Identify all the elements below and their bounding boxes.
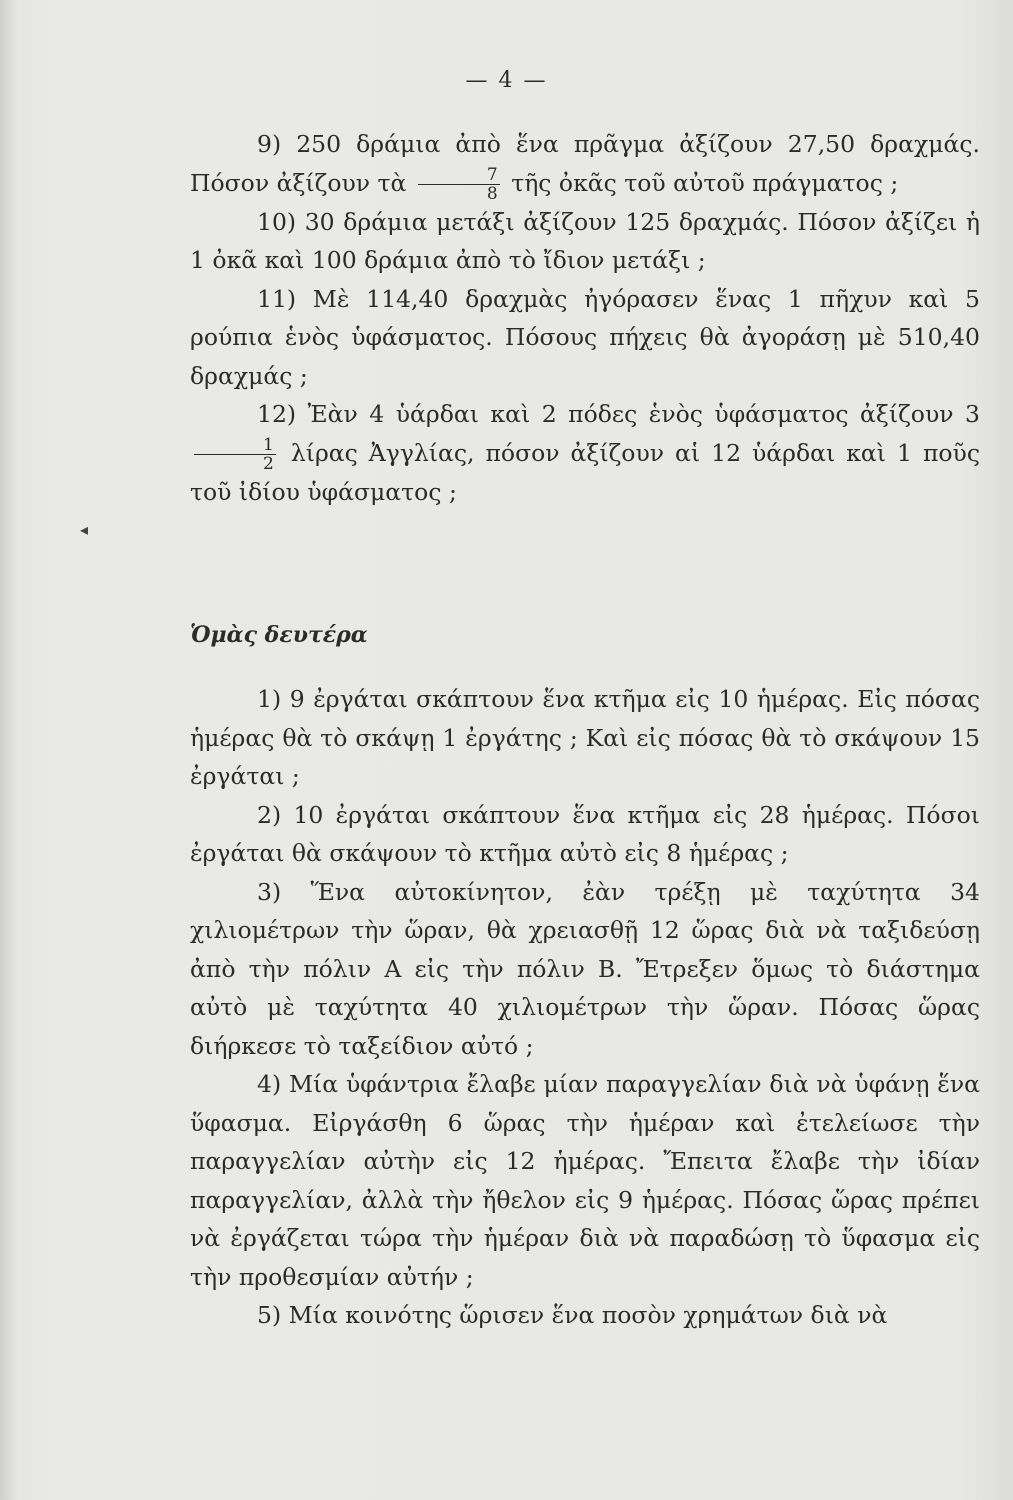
problem-group-two: [190, 680, 980, 1335]
problem-9: [190, 125, 980, 203]
problem-text: Ἕνα αὐτοκίνητον, ἐὰν τρέξῃ μὲ ταχύτητα 34 χιλιομέτρων τὴν ὥραν, θὰ χρειασθῇ 12 ὥρας διὰ νὰ ταξιδεύσῃ ἀπὸ τὴν πόλιν Α εἰς τὴν πόλιν Β. Ἔτρεξεν ὅμως τὸ διάστημα αὐτὸ μὲ ταχύτητα 40 χιλιομέτρων τὴν ὥραν. Πόσας ὥρας διήρκεσε τὸ ταξείδιον αὐτό ;: [190, 877, 980, 1060]
fraction-denominator: 8: [486, 183, 498, 204]
problem-12: [190, 395, 980, 511]
problem-10: [190, 203, 980, 280]
problem-text-end: λίρας Ἀγγλίας, πόσον ἀξίζουν αἱ 12 ὑάρδαι καὶ 1 ποῦς τοῦ ἰδίου ὑφάσματος ;: [190, 438, 980, 506]
problem-3: [190, 873, 980, 1066]
problem-label: 1): [257, 685, 282, 713]
problem-4: [190, 1065, 980, 1296]
problem-label: 3): [257, 877, 282, 906]
problem-label: 4): [257, 1070, 282, 1098]
problem-group-one: [190, 125, 980, 511]
fraction: [418, 166, 500, 203]
problem-2: [190, 796, 980, 873]
fraction: [194, 436, 276, 473]
page-number: — 4 —: [465, 68, 548, 93]
problem-1: [190, 680, 980, 796]
problem-text: 9 ἐργάται σκάπτουν ἕνα κτῆμα εἰς 10 ἡμέρας. Εἰς πόσας ἡμέρας θὰ τὸ σκάψῃ 1 ἐργάτης ; Καὶ εἰς πόσας θὰ τὸ σκάψουν 15 ἐργάται ;: [190, 685, 980, 790]
problem-5: [190, 1296, 980, 1335]
fraction-denominator: 2: [263, 453, 274, 474]
margin-mark: ◂: [80, 520, 89, 539]
problem-text: Μία κοινότης ὥρισεν ἕνα ποσὸν χρημάτων διὰ νὰ: [288, 1301, 888, 1329]
problem-label: 2): [257, 800, 282, 829]
problem-label: 11): [257, 284, 297, 313]
problem-text: 30 δράμια μετάξι ἀξίζουν 125 δραχμάς. Πόσον ἀξίζει ἡ 1 ὀκᾶ καὶ 100 δράμια ἀπὸ τὸ ἴδιον μετάξι ;: [190, 207, 980, 274]
problem-text-start: 250 δράμια ἀπὸ ἕνα πρᾶγμα ἀξίζουν 27,50 δραχμάς. Πόσον ἀξίζουν τὰ: [190, 130, 980, 197]
problem-label: 9): [257, 130, 282, 158]
problem-text-end: τῆς ὀκᾶς τοῦ αὐτοῦ πράγματος ;: [511, 168, 899, 197]
problem-text: Μία ὑφάντρια ἔλαβε μίαν παραγγελίαν διὰ νὰ ὑφάνῃ ἕνα ὕφασμα. Εἰργάσθη 6 ὥρας τὴν ἡμέραν καὶ ἐτελείωσε τὴν παραγγελίαν αὐτὴν εἰς 12 ἡμέρας. Ἔπειτα ἔλαβε τὴν ἰδίαν παραγγελίαν, ἀλλὰ τὴν ἤθελον εἰς 9 ἡμέρας. Πόσας ὥρας πρέπει νὰ ἐργάζεται τώρα τὴν ἡμέραν διὰ νὰ παραδώσῃ τὸ ὕφασμα εἰς τὴν προθεσμίαν αὐτήν ;: [190, 1070, 980, 1291]
problem-label: 10): [257, 207, 297, 236]
problem-text: Μὲ 114,40 δραχμὰς ἠγόρασεν ἕνας 1 πῆχυν καὶ 5 ρούπια ἑνὸς ὑφάσματος. Πόσους πήχεις θὰ ἀγοράσῃ μὲ 510,40 δραχμάς ;: [190, 284, 980, 390]
problem-text: 10 ἐργάται σκάπτουν ἕνα κτῆμα εἰς 28 ἡμέρας. Πόσοι ἐργάται θὰ σκάψουν τὸ κτῆμα αὐτὸ εἰς 8 ἡμέρας ;: [190, 800, 980, 867]
section-heading: Ὁμὰς δευτέρα: [190, 622, 368, 648]
problem-text-start: Ἐὰν 4 ὑάρδαι καὶ 2 πόδες ἑνὸς ὑφάσματος ἀξίζουν 3: [307, 400, 980, 428]
problem-11: [190, 280, 980, 396]
fraction-numerator: 1: [194, 436, 276, 455]
problem-label: 12): [257, 400, 297, 428]
problem-label: 5): [257, 1301, 282, 1329]
fraction-numerator: 7: [418, 166, 500, 185]
